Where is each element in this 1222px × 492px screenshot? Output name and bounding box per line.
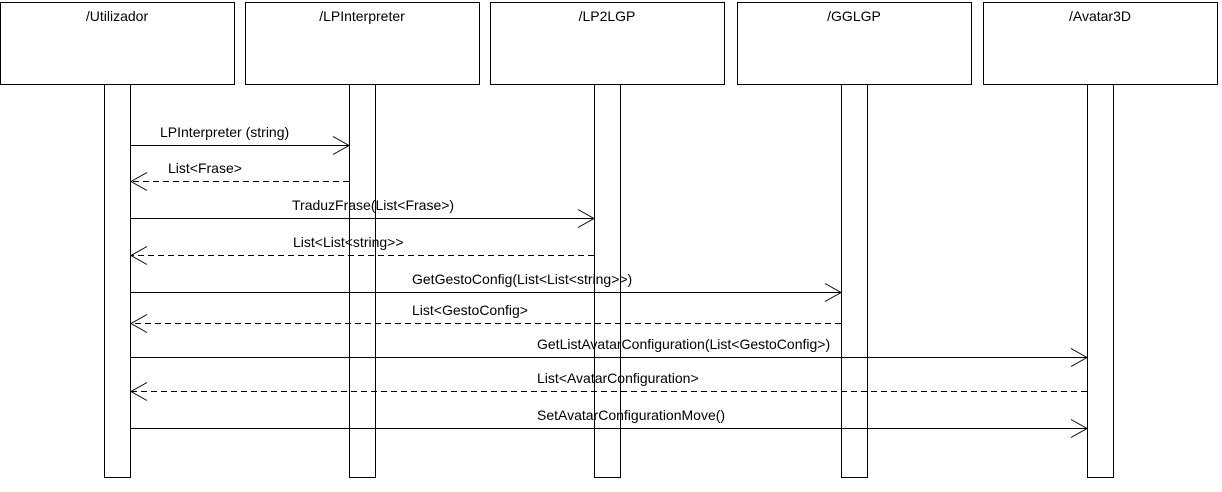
message-label: List<Frase> [168,160,242,176]
participant-label: /LP2LGP [578,8,636,24]
activation-bar [842,85,868,478]
message-label: GetGestoConfig(List<List<string>>) [412,271,633,287]
message-label: List<List<string>> [293,234,404,250]
message-label: LPInterpreter (string) [160,124,290,140]
participant-label: /Avatar3D [1069,8,1131,24]
participant-label: /LPInterpreter [319,8,405,24]
message-label: TraduzFrase(List<Frase>) [292,197,455,213]
call-message [131,124,349,155]
participant-label: /GGLGP [827,8,881,24]
message-label: SetAvatarConfigurationMove() [537,407,726,423]
call-message [131,271,841,302]
activation-bar [105,85,131,478]
message-label: List<GestoConfig> [412,302,528,318]
return-message [131,160,349,191]
activation-bar [350,85,376,478]
message-label: GetListAvatarConfiguration(List<GestoConfig>) [537,336,831,352]
message-label: List<AvatarConfiguration> [537,370,699,386]
participant-utilizador [1,3,235,478]
participant-gglgp [738,3,972,478]
return-message [131,302,841,333]
participant-label: /Utilizador [85,8,149,24]
activation-bar [1088,85,1114,478]
participant-avatar3d [984,3,1218,478]
